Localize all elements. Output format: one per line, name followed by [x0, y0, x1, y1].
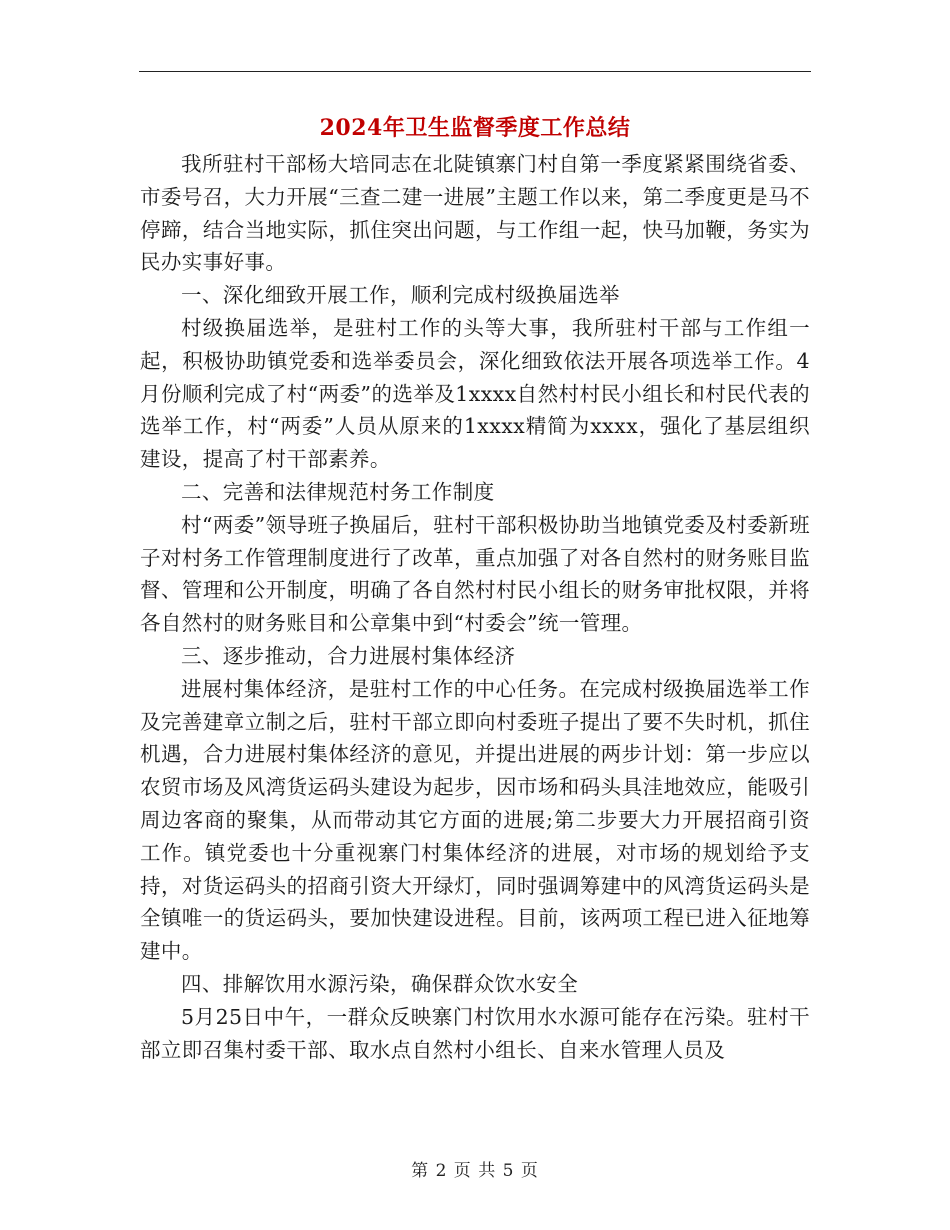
document-body — [140, 108, 810, 1066]
paragraph-section-4: 5月25日中午，一群众反映寨门村饮用水水源可能存在污染。驻村干部立即召集村委干部、取水点自然村小组长、自来水管理人员及 — [140, 1004, 810, 1062]
header-rule — [139, 71, 811, 72]
page-number-footer: 第 2 页 共 5 页 — [411, 1161, 539, 1181]
paragraph-section-2: 村“两委”领导班子换届后，驻村干部积极协助当地镇党委及村委新班子对村务工作管理制度进行了改革，重点加强了对各自然村的财务账目监督、管理和公开制度，明确了各自然村村民小组长的财务审批权限，并将各自然村的财务账目和公章集中到“村委会”统一管理。 — [140, 512, 810, 636]
section-heading-1: 一、深化细致开展工作，顺利完成村级换届选举 — [181, 283, 620, 308]
paragraph-section-1: 村级换届选举，是驻村工作的头等大事，我所驻村干部与工作组一起，积极协助镇党委和选举委员会，深化细致依法开展各项选举工作。4月份顺利完成了村“两委”的选举及1xxxx自然村村民小组长和村民代表的选举工作，村“两委”人员从原来的1xxxx精简为xxxx，强化了基层组织建设，提高了村干部素养。 — [140, 315, 810, 472]
document-title: 2024年卫生监督季度工作总结 — [319, 115, 631, 141]
paragraph-section-3: 进展村集体经济，是驻村工作的中心任务。在完成村级换届选举工作及完善建章立制之后，驻村干部立即向村委班子提出了要不失时机，抓住机遇，合力进展村集体经济的意见，并提出进展的两步计划：第一步应以农贸市场及风湾货运码头建设为起步，因市场和码头具洼地效应，能吸引周边客商的聚集，从而带动其它方面的进展;第二步要大力开展招商引资工作。镇党委也十分重视寨门村集体经济的进展，对市场的规划给予支持，对货运码头的招商引资大开绿灯，同时强调筹建中的风湾货运码头是全镇唯一的货运码头，要加快建设进程。目前，该两项工程已进入征地筹建中。 — [140, 676, 810, 964]
section-heading-3: 三、逐步推动，合力进展村集体经济 — [181, 643, 516, 668]
section-heading-2: 二、完善和法律规范村务工作制度 — [181, 479, 495, 504]
section-heading-4: 四、排解饮用水源污染，确保群众饮水安全 — [181, 971, 579, 996]
paragraph-intro: 我所驻村干部杨大培同志在北陡镇寨门村自第一季度紧紧围绕省委、市委号召，大力开展“三查二建一进展”主题工作以来，第二季度更是马不停蹄，结合当地实际，抓住突出问题，与工作组一起，快马加鞭，务实为民办实事好事。 — [140, 152, 810, 275]
